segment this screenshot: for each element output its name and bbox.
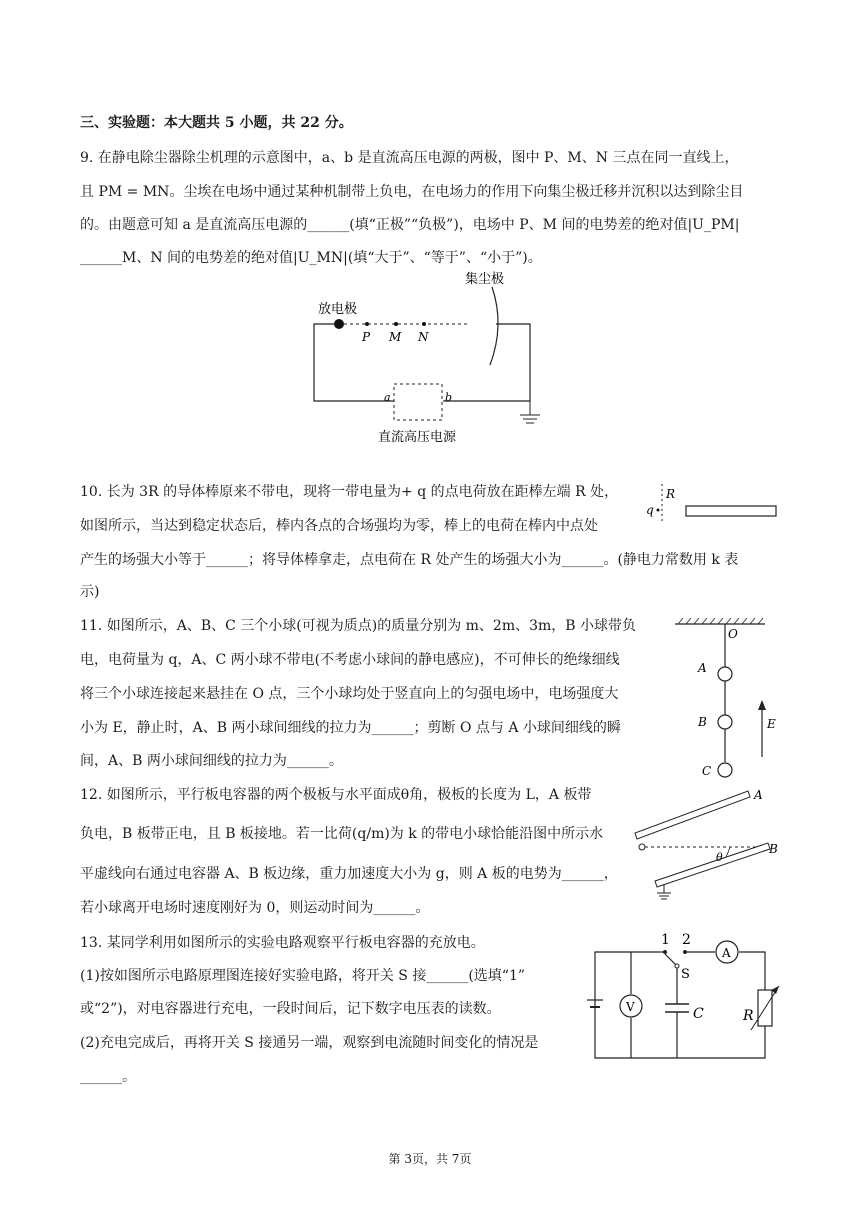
collector-label: 集尘极 — [465, 272, 505, 287]
q12-line-4: 若小球离开电场时速度刚好为 0，则运动时间为______。 — [80, 900, 430, 916]
q9-figure — [300, 265, 560, 454]
q13-line-3: 或“2”)，对电容器进行充电，一段时间后，记下数字电压表的读数。 — [80, 1001, 501, 1017]
switch-s — [665, 954, 677, 966]
q11-line-2: 电，电荷量为 q，A、C 两小球不带电(不考虑小球间的静电感应)，不可伸长的绝缘细线 — [80, 652, 620, 668]
q10-line-2: 如图所示，当达到稳定状态后，棒内各点的合场强均为零，棒上的电荷在棒内中点处 — [80, 518, 598, 534]
q11-line-1: 11. 如图所示，A、B、C 三个小球(可视为质点)的质量分别为 m、2m、3m，B 小球带负 — [80, 618, 637, 634]
label-c: C — [702, 764, 712, 778]
point-o: O — [728, 627, 738, 641]
q9-line-4: ______M、N 间的电势差的绝对值|U_MN|(填“大于”、“等于”、“小于”)。 — [80, 250, 542, 266]
ball-a — [718, 667, 732, 681]
plate-b — [655, 843, 770, 887]
discharge-label: 放电极 — [318, 302, 358, 317]
field-arrow-icon — [758, 700, 766, 710]
switch-label: S — [681, 967, 690, 982]
plate-a — [635, 791, 750, 839]
q9-line-2: 且 PM = MN。尘埃在电场中通过某种机制带上负电，在电场力的作用下向集尘极迁移并沉积以达到除尘目 — [80, 184, 744, 200]
angle-theta: θ — [716, 851, 723, 864]
pole-b: b — [445, 391, 453, 404]
q13-line-5: ______。 — [80, 1069, 136, 1085]
conductor-rod — [686, 506, 776, 516]
q13-line-1: 13. 某同学利用如图所示的实验电路观察平行板电容器的充放电。 — [80, 935, 485, 951]
q11-line-5: 间，A、B 两小球间细线的拉力为______。 — [80, 753, 343, 769]
q12-figure — [630, 783, 790, 912]
plate-b-label: B — [769, 842, 778, 856]
resistor-label: R — [743, 1008, 754, 1024]
q13-line-2: (1)按如图所示电路原理图连接好实验电路，将开关 S 接______(选填“1” — [80, 968, 526, 984]
terminal-1: 1 — [661, 932, 670, 948]
q10-line-1: 10. 长为 3R 的导体棒原来不带电，现将一带电量为+ q 的点电荷放在距棒左端 R 处， — [80, 484, 619, 500]
ammeter-label: A — [722, 946, 731, 960]
voltmeter-label: V — [626, 1000, 635, 1014]
source-label: 直流高压电源 — [378, 430, 457, 445]
q13-figure — [585, 928, 785, 1072]
page-footer: 第 3页，共 7页 — [388, 1152, 472, 1166]
q10-line-3: 产生的场强大小等于______；将导体棒拿走，点电荷在 R 处产生的场强大小为______。(静电力常数用 k 表 — [80, 552, 739, 568]
plate-a-label: A — [754, 788, 763, 802]
point-m: M — [389, 330, 402, 344]
q12-line-3: 平虚线向右通过电容器 A、B 板边缘，重力加速度大小为 g，则 A 板的电势为______， — [80, 866, 618, 882]
point-n: N — [418, 330, 429, 344]
q11-line-3: 将三个小球连接起来悬挂在 O 点，三个小球均处于竖直向上的匀强电场中，电场强度大 — [80, 686, 619, 702]
pole-a: a — [384, 391, 391, 404]
q9-line-1: 9. 在静电除尘器除尘机理的示意图中，a、b 是直流高压电源的两极，图中 P、M、N 三点在同一直线上， — [80, 150, 739, 166]
distance-r: R — [666, 487, 676, 501]
label-e: E — [767, 717, 776, 731]
q13-line-4: (2)充电完成后，再将开关 S 接通另一端，观察到电流随时间变化的情况是 — [80, 1035, 539, 1051]
ball-b — [718, 715, 732, 729]
q10-line-4: 示) — [80, 584, 100, 600]
q11-line-4: 小为 E，静止时，A、B 两小球间细线的拉力为______；剪断 O 点与 A 小球间细线的瞬 — [80, 720, 621, 736]
label-a: A — [698, 661, 707, 675]
point-p: P — [362, 330, 371, 344]
section-header: 三、实验题：本大题共 5 小题，共 22 分。 — [80, 115, 353, 131]
charge-q: q — [646, 503, 654, 517]
discharge-electrode — [334, 319, 344, 329]
label-b: B — [698, 715, 707, 729]
terminal-2: 2 — [682, 932, 691, 948]
q12-line-1: 12. 如图所示，平行板电容器的两个极板与水平面成θ角，极板的长度为 L，A 板带 — [80, 787, 592, 803]
ball-c — [718, 763, 732, 777]
q11-figure — [670, 612, 780, 786]
q10-figure — [640, 478, 790, 532]
capacitor-label: C — [693, 1006, 704, 1022]
q9-line-3: 的。由题意可知 a 是直流高压电源的______(填“正极”“负极”)，电场中 P、M 间的电势差的绝对值|U_PM| — [80, 217, 740, 233]
q12-line-2: 负电，B 板带正电，且 B 板接地。若一比荷(q/m)为 k 的带电小球恰能沿图中所示水 — [80, 826, 604, 842]
